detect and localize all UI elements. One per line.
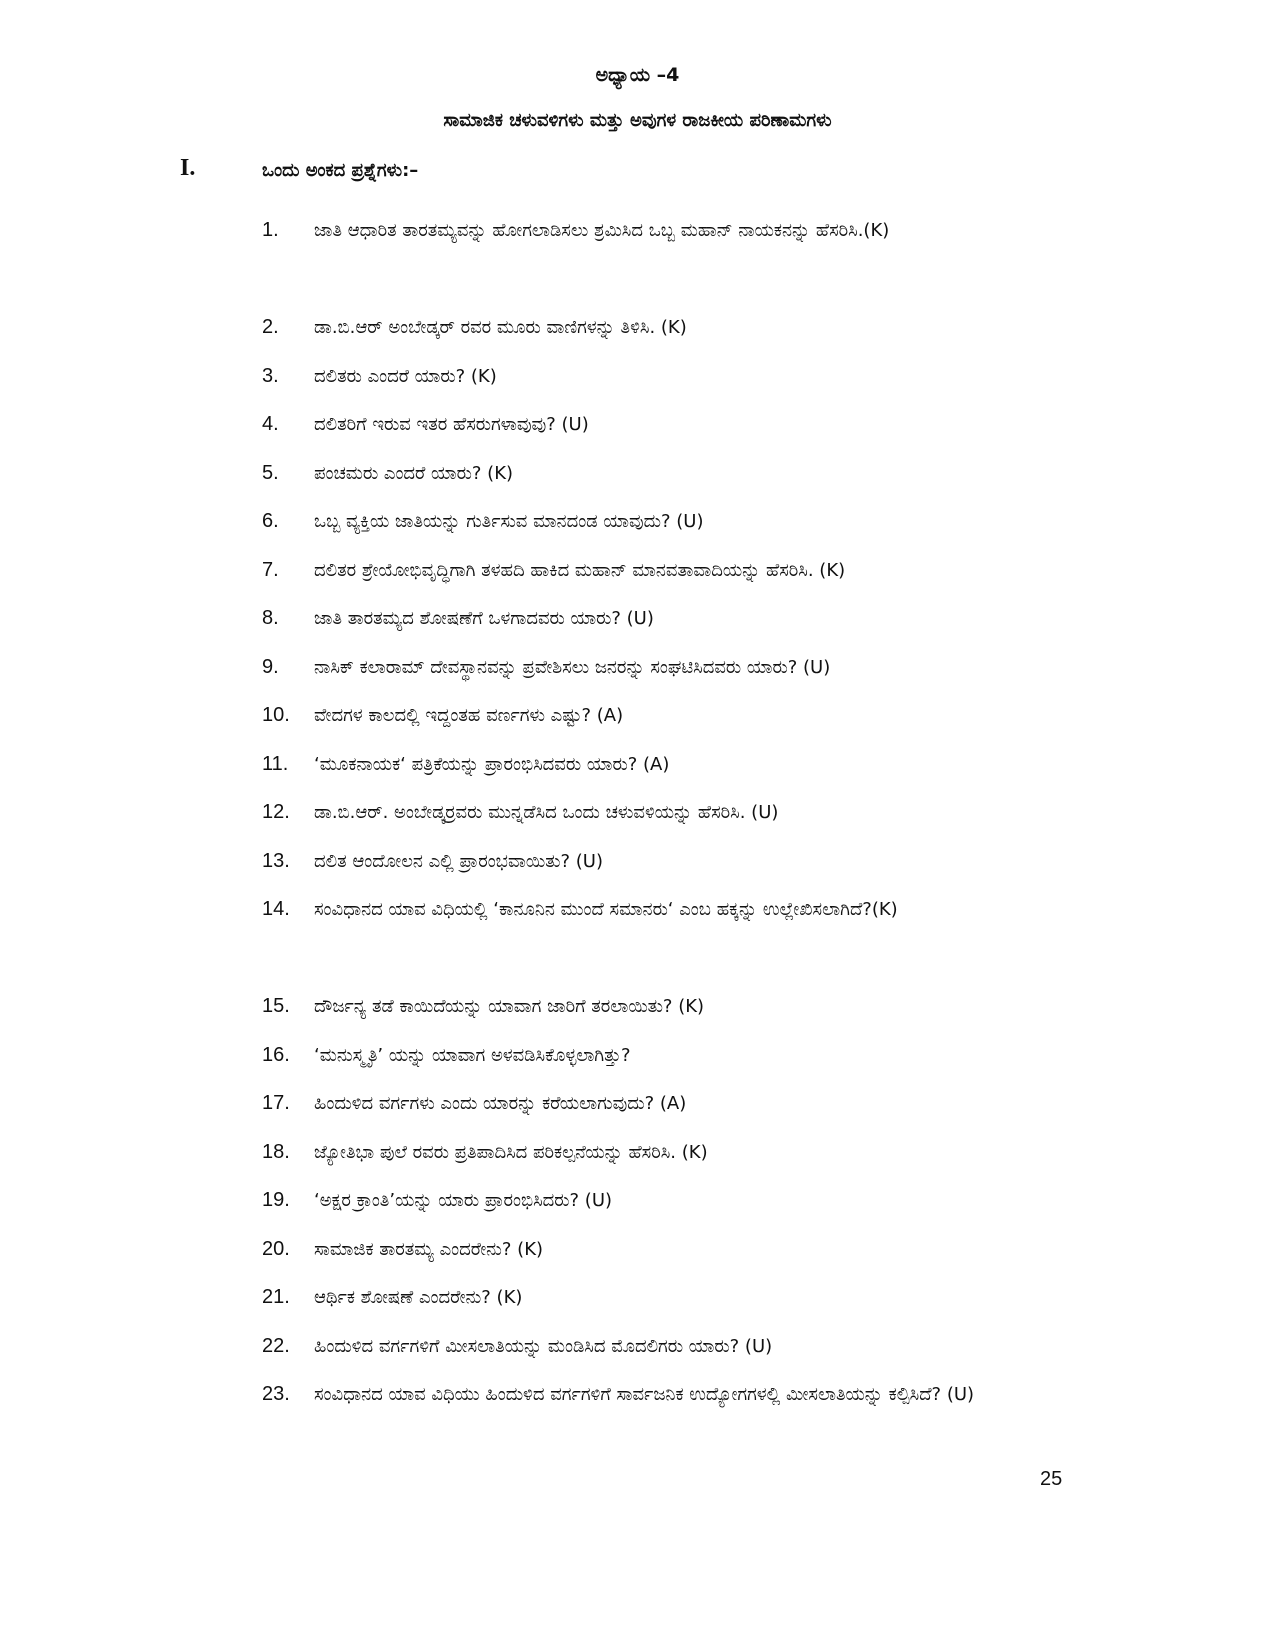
question-text: ಡಾ.ಬಿ.ಆರ್ ಅಂಬೇಡ್ಕರ್ ರವರ ಮೂರು ವಾಣಿಗಳನ್ನು ತಿಳಿಸಿ. (K) (314, 317, 687, 338)
question-text: ದೌರ್ಜನ್ಯ ತಡೆ ಕಾಯಿದೆಯನ್ನು ಯಾವಾಗ ಜಾರಿಗೆ ತರಲಾಯಿತು? (K) (314, 996, 705, 1017)
question-item (262, 1128, 1080, 1177)
question-item (262, 643, 1080, 692)
question-number: 23. (262, 1383, 290, 1405)
question-text: ಸಾಮಾಜಿಕ ತಾರತಮ್ಯ ಎಂದರೇನು? (K) (314, 1238, 544, 1260)
question-text: ‘ಅಕ್ಷರ ಕ್ರಾಂತಿ’ಯನ್ನು ಯಾರು ಪ್ರಾರಂಭಿಸಿದರು? (U) (314, 1190, 613, 1211)
question-number: 5. (262, 461, 279, 484)
question-text: ಜಾತಿ ಆಧಾರಿತ ತಾರತಮ್ಯವನ್ನು ಹೋಗಲಾಡಿಸಲು ಶ್ರಮಿಸಿದ ಒಬ್ಬ ಮಹಾನ್ ನಾಯಕನನ್ನು ಹೆಸರಿಸಿ.(K) (314, 220, 890, 241)
chapter-subtitle: ಸಾಮಾಜಿಕ ಚಳುವಳಿಗಳು ಮತ್ತು ಅವುಗಳ ರಾಜಕೀಯ ಪರಿಣಾಮಗಳು (443, 110, 832, 131)
question-number: 7. (262, 558, 279, 581)
question-item (262, 740, 1080, 789)
question-number: 6. (262, 510, 279, 532)
question-text: ಸಂವಿಧಾನದ ಯಾವ ವಿಧಿಯು ಹಿಂದುಳಿದ ವರ್ಗಗಳಿಗೆ ಸಾರ್ವಜನಿಕ ಉದ್ಯೋಗಗಳಲ್ಲಿ ಮೀಸಲಾತಿಯನ್ನು ಕಲ್ಪಿಸಿದೆ? (U) (314, 1384, 975, 1405)
question-item (262, 982, 1080, 1031)
question-text: ಹಿಂದುಳಿದ ವರ್ಗಗಳು ಎಂದು ಯಾರನ್ನು ಕರೆಯಲಾಗುವುದು? (A) (314, 1093, 687, 1114)
question-item (262, 1176, 1080, 1225)
question-item (262, 206, 1080, 303)
question-number: 16. (262, 1043, 290, 1066)
question-item (262, 837, 1080, 886)
page-number: 25 (1040, 1468, 1063, 1490)
question-text: ಪಂಚಮರು ಎಂದರೆ ಯಾರು? (K) (314, 462, 514, 484)
question-number: 12. (262, 801, 290, 823)
question-text: ದಲಿತರಿಗೆ ಇರುವ ಇತರ ಹೆಸರುಗಳಾವುವು? (U) (314, 414, 589, 435)
question-item (262, 691, 1080, 740)
question-item (262, 1031, 1080, 1080)
question-number: 8. (262, 607, 279, 629)
question-text: ದಲಿತರ ಶ್ರೇಯೋಭಿವೃದ್ಧಿಗಾಗಿ ತಳಹದಿ ಹಾಕಿದ ಮಹಾನ್ ಮಾನವತಾವಾದಿಯನ್ನು ಹೆಸರಿಸಿ. (K) (314, 559, 846, 581)
question-text: ನಾಸಿಕ್ ಕಲಾರಾಮ್ ದೇವಸ್ಥಾನವನ್ನು ಪ್ರವೇಶಿಸಲು ಜನರನ್ನು ಸಂಘಟಿಸಿದವರು ಯಾರು? (U) (314, 656, 831, 678)
question-text: ಒಬ್ಬ ವ್ಯಕ್ತಿಯ ಜಾತಿಯನ್ನು ಗುರ್ತಿಸುವ ಮಾನದಂಡ ಯಾವುದು? (U) (314, 511, 704, 532)
question-text: ದಲಿತರು ಎಂದರೆ ಯಾರು? (K) (314, 365, 497, 387)
question-item (262, 303, 1080, 352)
question-number: 11. (262, 752, 289, 775)
question-text: ಆರ್ಥಿಕ ಶೋಷಣೆ ಎಂದರೇನು? (K) (314, 1287, 523, 1308)
question-item (262, 1322, 1080, 1371)
question-item (262, 594, 1080, 643)
question-item (262, 788, 1080, 837)
question-text: ಜ್ಯೋತಿಭಾ ಪುಲೆ ರವರು ಪ್ರತಿಪಾದಿಸಿದ ಪರಿಕಲ್ಪನೆಯನ್ನು ಹೆಸರಿಸಿ. (K) (314, 1141, 708, 1163)
section-numeral: I. (180, 155, 196, 181)
question-number: 4. (262, 413, 279, 435)
question-item (262, 1370, 1080, 1467)
question-item (262, 400, 1080, 449)
question-text: ಜಾತಿ ತಾರತಮ್ಯದ ಶೋಷಣೆಗೆ ಒಳಗಾದವರು ಯಾರು? (U) (314, 608, 654, 629)
question-item (262, 1079, 1080, 1128)
question-item (262, 352, 1080, 401)
question-item (262, 885, 1080, 982)
question-text: ವೇದಗಳ ಕಾಲದಲ್ಲಿ ಇದ್ದಂತಹ ವರ್ಣಗಳು ಎಷ್ಟು? (A) (314, 705, 624, 726)
chapter-title: ಅಧ್ಯಾಯ –4 (595, 64, 680, 86)
question-number: 2. (262, 316, 279, 338)
question-number: 9. (262, 655, 279, 678)
question-item (262, 1225, 1080, 1274)
question-item (262, 1273, 1080, 1322)
question-number: 19. (262, 1189, 290, 1211)
section-heading: ಒಂದು ಅಂಕದ ಪ್ರಶ್ನೆಗಳು:– (262, 160, 419, 181)
question-text: ದಲಿತ ಆಂದೋಲನ ಎಲ್ಲಿ ಪ್ರಾರಂಭವಾಯಿತು? (U) (314, 850, 603, 872)
question-number: 1. (262, 219, 279, 241)
question-item (262, 449, 1080, 498)
question-number: 10. (262, 704, 290, 726)
question-item (262, 546, 1080, 595)
question-number: 18. (262, 1140, 290, 1163)
question-number: 21. (262, 1286, 290, 1308)
question-text: ಸಂವಿಧಾನದ ಯಾವ ವಿಧಿಯಲ್ಲಿ ‘ಕಾನೂನಿನ ಮುಂದೆ ಸಮಾನರು‘ ಎಂಬ ಹಕ್ಕನ್ನು ಉಲ್ಲೇಖಿಸಲಾಗಿದೆ?(K) (314, 899, 898, 920)
question-number: 3. (262, 364, 279, 387)
question-number: 14. (262, 898, 290, 920)
question-number: 13. (262, 849, 290, 872)
question-number: 20. (262, 1237, 290, 1260)
question-item (262, 497, 1080, 546)
question-text: ಹಿಂದುಳಿದ ವರ್ಗಗಳಿಗೆ ಮೀಸಲಾತಿಯನ್ನು ಮಂಡಿಸಿದ ಮೊದಲಿಗರು ಯಾರು? (U) (314, 1335, 773, 1357)
question-list (262, 206, 1080, 1467)
question-number: 15. (262, 995, 290, 1017)
question-text: ಡಾ.ಬಿ.ಆರ್. ಅಂಬೇಡ್ಕರ್ರವರು ಮುನ್ನಡೆಸಿದ ಒಂದು ಚಳುವಳಿಯನ್ನು ಹೆಸರಿಸಿ. (U) (314, 802, 779, 823)
question-number: 17. (262, 1092, 290, 1114)
question-text: ‘ಮೂಕನಾಯಕ‘ ಪತ್ರಿಕೆಯನ್ನು ಪ್ರಾರಂಭಿಸಿದವರು ಯಾರು? (A) (314, 753, 670, 775)
question-number: 22. (262, 1334, 290, 1357)
question-text: ‘ಮನುಸ್ಮೃತಿ’ ಯನ್ನು ಯಾವಾಗ ಅಳವಡಿಸಿಕೊಳ್ಳಲಾಗಿತ್ತು? (314, 1044, 631, 1066)
